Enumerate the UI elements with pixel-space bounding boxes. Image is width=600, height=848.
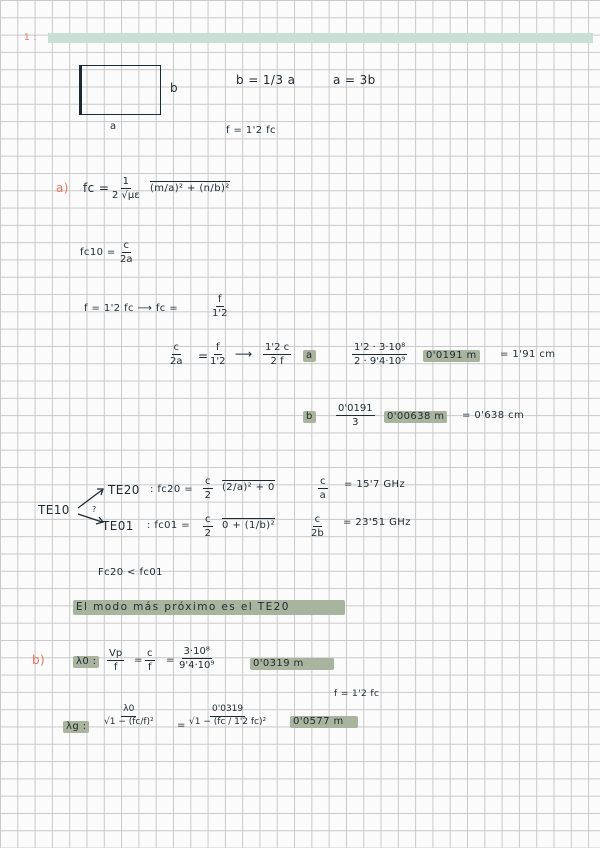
equals-sign-b1: = — [134, 655, 143, 666]
freq-relation: f = 1'2 fc ⟶ fc = — [84, 303, 178, 314]
lambdag-calc-fraction: $\frac{0'0319}{\text{√1 − (fc / 1'2 fc)²}}$ — [189, 704, 267, 727]
equals-sign: = — [198, 349, 209, 363]
fc10-lhs: fc10 = — [80, 247, 116, 258]
eq-12c-over-2f: $\frac{1'2 c}{2 f}$ — [265, 342, 290, 367]
lambda0-calc-fraction: $\frac{\text{3·10⁸}}{\text{9'4·10⁹}}$ — [179, 646, 215, 671]
c-over-f: $\frac{c}{f}$ — [147, 648, 153, 673]
te20-root: (2/a)² + 0 — [222, 482, 275, 493]
frequency-note: f = 1'2 fc — [334, 689, 380, 699]
fc-formula-lhs: fc = — [83, 181, 110, 195]
lambdag-label-highlight: λg : — [63, 721, 89, 733]
a-result-highlight: 0'0191 m — [423, 350, 480, 362]
question-mark: ? — [92, 505, 97, 514]
a-result-cm: = 1'91 cm — [500, 349, 556, 360]
b-result-highlight: 0'00638 m — [384, 411, 447, 423]
given-frequency: f = 1'2 fc — [226, 125, 276, 136]
b-label-highlight: b — [303, 411, 316, 423]
b-result-cm: = 0'638 cm — [462, 410, 525, 421]
te01-label: TE01 — [102, 519, 134, 533]
te01-c-over-2b: $\frac{c}{2b}$ — [311, 514, 324, 539]
cutoff-comparison: Fc20 < fc01 — [98, 567, 163, 578]
te01-fc: : fc01 = — [147, 520, 191, 531]
section-a-label: a) — [56, 181, 69, 195]
b-calc-fraction: $\frac{0'0191}{3}$ — [338, 403, 373, 428]
equals-sign-b3: = — [177, 720, 186, 731]
te10-label: TE10 — [38, 503, 70, 517]
implies-arrow: ⟶ — [235, 347, 253, 361]
side-a-label: a — [110, 121, 117, 132]
freq-relation-fraction: $\frac{f}{1'2}$ — [212, 294, 228, 319]
fc10-fraction: $\frac{c}{2a}$ — [120, 240, 133, 265]
lambdag-result-highlight: 0'0577 m — [290, 716, 358, 728]
eq-f-over-12: $\frac{f}{1'2}$ — [210, 342, 226, 367]
conclusion-highlight: El modo más próximo es el TE20 — [73, 600, 345, 615]
vp-over-f: $\frac{Vp}{f}$ — [109, 648, 123, 673]
lambdag-fraction: $\frac{\lambda 0}{\text{√1 − (fc/f)²}}$ — [104, 704, 154, 727]
te20-frequency: = 15'7 GHz — [344, 479, 406, 490]
side-b-label: b — [170, 81, 179, 95]
te20-c-over-a: $\frac{c}{a}$ — [319, 476, 326, 501]
fc-formula-root: (m/a)² + (n/b)² — [150, 183, 230, 194]
eq-c-over-2a: $\frac{c}{2a}$ — [170, 342, 183, 367]
te01-c-over-2: $\frac{c}{2}$ — [204, 514, 211, 539]
section-b-label: b) — [32, 653, 46, 667]
te20-c-over-2: $\frac{c}{2}$ — [204, 476, 211, 501]
given-ratio: b = 1/3 a — [236, 73, 296, 87]
lambda0-label-highlight: λ0 : — [73, 656, 99, 668]
given-inverse: a = 3b — [333, 73, 376, 87]
lambda0-result-highlight: 0'0319 m — [250, 658, 334, 670]
problem-number: 1 : — [24, 33, 37, 43]
equals-sign-b2: = — [166, 655, 175, 666]
a-label-highlight: a — [303, 350, 316, 362]
fc-formula-fraction: 1 2 √µε — [112, 176, 140, 201]
te01-frequency: = 23'51 GHz — [343, 517, 411, 528]
a-calc-fraction: $\frac{\text{1'2 · 3·10⁸}}{\text{2 · 9'4·10⁹}}$ — [354, 342, 406, 367]
te20-fc: : fc20 = — [150, 484, 194, 495]
te20-label: TE20 — [108, 483, 140, 497]
te01-root: 0 + (1/b)² — [222, 520, 275, 531]
